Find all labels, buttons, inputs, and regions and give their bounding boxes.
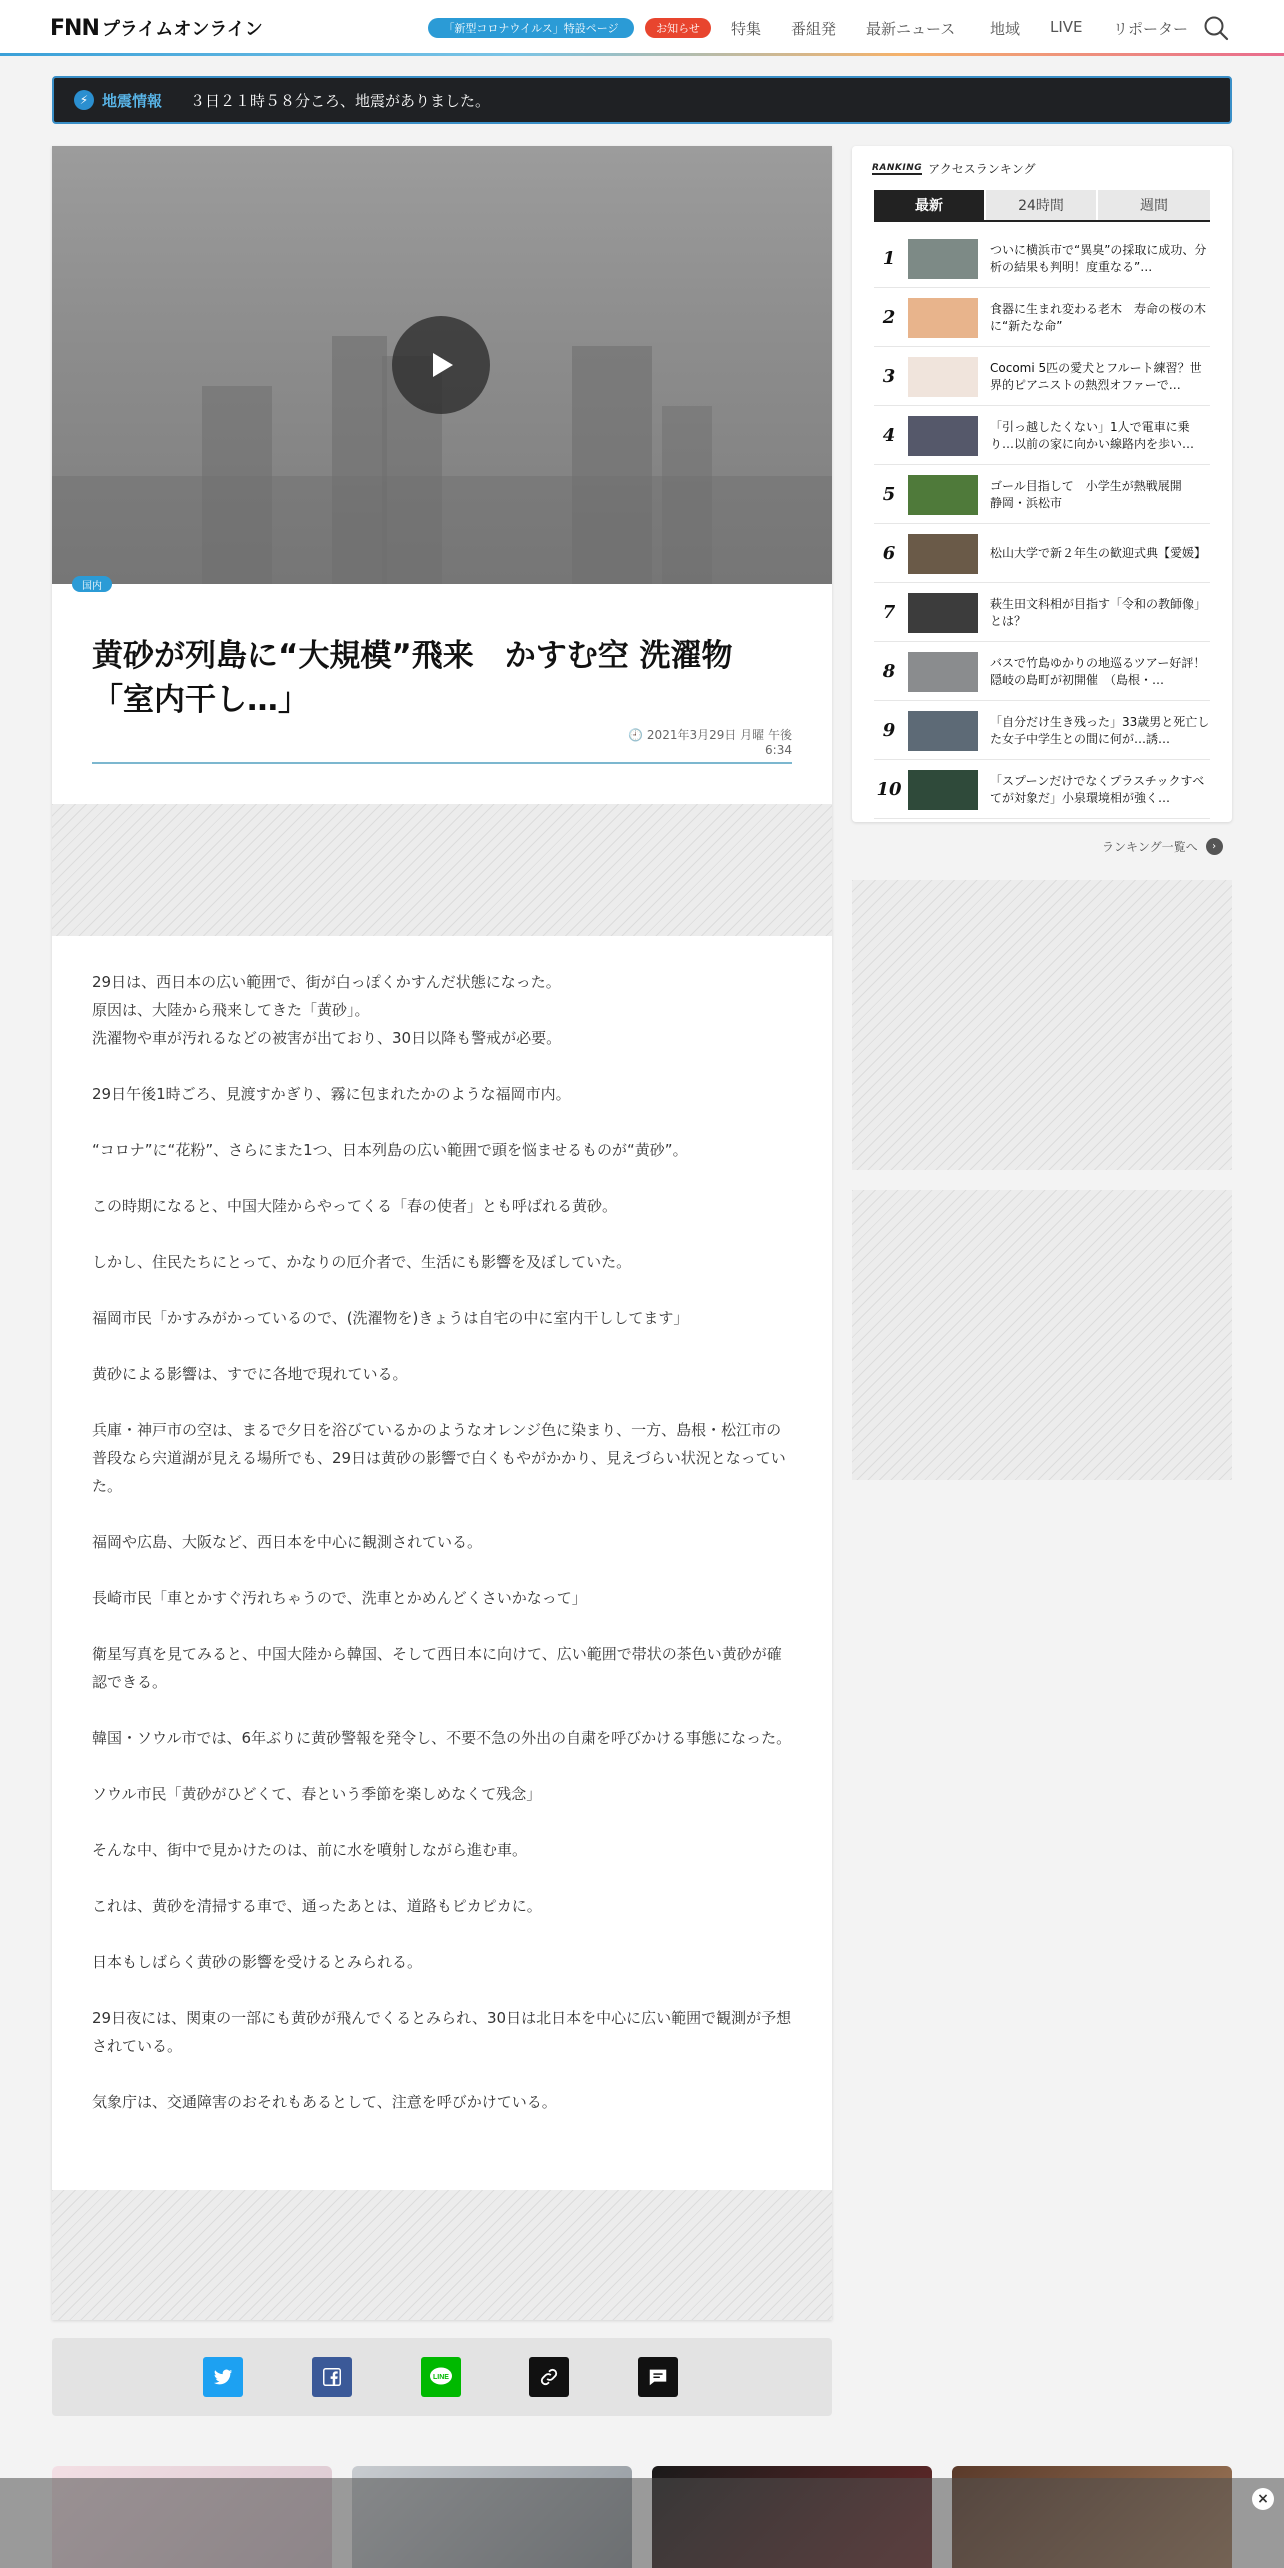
comment-icon xyxy=(647,2366,669,2388)
ranking-item-title: 松山大学で新２年生の歓迎式典【愛媛】 xyxy=(990,546,1207,560)
ranking-item[interactable] xyxy=(874,230,1210,288)
article-title: 黄砂が列島に“大規模”飛来 かすむ空 洗濯物「室内干し…」 xyxy=(92,638,733,718)
ranking-tabs xyxy=(874,190,1210,222)
ranking-item-title: バスで竹島ゆかりの地巡るツアー好評！隠岐の島町が初開催 （島根・… xyxy=(990,655,1206,687)
ranking-item[interactable] xyxy=(874,761,1210,819)
earthquake-alert-bar[interactable] xyxy=(52,76,1232,124)
share-bar xyxy=(52,2338,832,2416)
ranking-item[interactable] xyxy=(874,643,1210,701)
article-paragraph: 29日夜には、関東の一部にも黄砂が飛んでくるとみられ、30日は北日本を中心に広い範囲で観測が予想されている。 xyxy=(92,2009,792,2055)
ranking-number: 2 xyxy=(882,307,896,328)
play-icon xyxy=(426,350,456,380)
ranking-number: 1 xyxy=(882,248,896,269)
site-header xyxy=(0,0,1284,56)
ad-slot-top[interactable] xyxy=(52,804,832,936)
facebook-icon xyxy=(321,2366,343,2388)
ranking-number: 6 xyxy=(882,543,896,564)
ranking-badge: RANKING xyxy=(872,162,923,173)
tab-24h[interactable]: 24時間 xyxy=(986,190,1098,220)
line-icon xyxy=(428,2366,454,2388)
article-paragraph: “コロナ”に“花粉”、さらにまた1つ、日本列島の広い範囲で頭を悩ませるものが“黄砂”。 xyxy=(92,1141,688,1159)
ranking-number: 5 xyxy=(882,484,896,505)
ranking-number: 8 xyxy=(882,661,896,682)
ranking-thumbnail xyxy=(908,593,978,633)
ranking-thumbnail xyxy=(908,298,978,338)
article-paragraph: これは、黄砂を清掃する車で、通ったあとは、道路もピカピカに。 xyxy=(92,1897,542,1915)
ranking-title: アクセスランキング xyxy=(928,162,1036,176)
comment-button[interactable] xyxy=(638,2357,678,2397)
ranking-item-title: 「スプーンだけでなくプラスチックすべてが対象だ」小泉環境相が強く… xyxy=(990,773,1205,805)
ranking-item[interactable] xyxy=(874,348,1210,406)
article-paragraph: 29日午後1時ごろ、見渡すかぎり、霧に包まれたかのような福岡市内。 xyxy=(92,1085,571,1103)
sidebar-ad-2[interactable] xyxy=(852,1190,1232,1480)
ad-slot-bottom[interactable] xyxy=(52,2190,832,2320)
ranking-item-title: ついに横浜市で“異臭”の採取に成功、分析の結果も判明！度重なる”… xyxy=(990,242,1207,274)
ranking-number: 9 xyxy=(882,720,896,741)
link-icon xyxy=(538,2366,560,2388)
line-icon-label: LINE xyxy=(433,2374,449,2381)
nav-features[interactable]: 特集 xyxy=(731,20,762,38)
ranking-thumbnail xyxy=(908,475,978,515)
site-logo[interactable] xyxy=(50,16,263,40)
title-divider xyxy=(92,762,792,764)
article-paragraph: 衛星写真を見てみると、中国大陸から韓国、そして西日本に向けて、広い範囲で帯状の茶色い黄砂が確認できる。 xyxy=(92,1645,782,1691)
header-accent-bar xyxy=(0,53,1284,56)
article-card xyxy=(52,146,832,2320)
article-body xyxy=(92,968,792,2144)
twitter-share-button[interactable] xyxy=(203,2357,243,2397)
chevron-right-icon: › xyxy=(1206,838,1223,855)
earthquake-text: ３日２１時５８分ころ、地震がありました。 xyxy=(190,91,491,110)
article-paragraph: そんな中、街中で見かけたのは、前に水を噴射しながら進む車。 xyxy=(92,1841,528,1859)
video-player[interactable] xyxy=(52,146,832,584)
article-paragraph: 29日は、西日本の広い範囲で、街が白っぽくかすんだ状態になった。 原因は、大陸から飛来してきた「黄砂」。 洗濯物や車が汚れるなどの被害が出ており、30日以降も警戒が必要。 xyxy=(92,973,562,1047)
article-paragraph: ソウル市民「黄砂がひどくて、春という季節を楽しめなくて残念」 xyxy=(92,1785,542,1803)
ranking-more-label: ランキング一覧へ xyxy=(1102,840,1198,854)
ranking-thumbnail xyxy=(908,711,978,751)
article-paragraph: 気象庁は、交通障害のおそれもあるとして、注意を呼びかけている。 xyxy=(92,2093,557,2111)
ranking-header xyxy=(872,160,1035,177)
logo-text: プライムオンライン xyxy=(101,19,263,40)
article-paragraph: 兵庫・神戸市の空は、まるで夕日を浴びているかのようなオレンジ色に染まり、一方、島根・松江市の普段なら宍道湖が見える場所でも、29日は黄砂の影響で白くもやがかかり、見えづらい状況となっていた。 xyxy=(92,1421,786,1495)
ranking-item[interactable] xyxy=(874,525,1210,583)
close-overlay-button[interactable]: × xyxy=(1252,2488,1274,2510)
ranking-item[interactable] xyxy=(874,584,1210,642)
ranking-item[interactable] xyxy=(874,702,1210,760)
nav-reporters[interactable]: リポーター xyxy=(1113,20,1189,38)
ranking-number: 10 xyxy=(876,779,902,800)
ranking-item-title: ゴール目指して 小学生が熱戦展開 静岡・浜松市 xyxy=(990,478,1206,510)
article-paragraph: 黄砂による影響は、すでに各地で現れている。 xyxy=(92,1365,408,1383)
article-paragraph: この時期になると、中国大陸からやってくる「春の使者」とも呼ばれる黄砂。 xyxy=(92,1197,618,1215)
ranking-thumbnail xyxy=(908,357,978,397)
play-button[interactable] xyxy=(392,316,490,414)
bottom-overlay xyxy=(0,2478,1284,2568)
ranking-item[interactable] xyxy=(874,407,1210,465)
category-badge[interactable]: 国内 xyxy=(72,576,112,592)
nav-latest-news[interactable]: 最新ニュース xyxy=(866,20,956,38)
ranking-item[interactable] xyxy=(874,289,1210,347)
nav-regions[interactable]: 地域 xyxy=(990,20,1021,38)
twitter-icon xyxy=(212,2366,234,2388)
ranking-item-title: 「引っ越したくない」1人で電車に乗り…以前の家に向かい線路内を歩い… xyxy=(990,419,1195,451)
ranking-thumbnail xyxy=(908,770,978,810)
nav-programs[interactable]: 番組発 xyxy=(791,20,837,38)
ranking-number: 3 xyxy=(882,366,896,387)
line-share-button[interactable] xyxy=(421,2357,461,2397)
search-icon[interactable] xyxy=(1202,14,1230,42)
ranking-item-title: 萩生田文科相が目指す「令和の教師像」とは？ xyxy=(990,596,1207,628)
sidebar-ad-1[interactable] xyxy=(852,880,1232,1170)
ranking-item-title: Cocomi 5匹の愛犬とフルート練習？世界的ピアニストの熱烈オファーで… xyxy=(990,360,1202,392)
earthquake-label: 地震情報 xyxy=(102,91,163,110)
notice-link[interactable]: お知らせ xyxy=(645,18,711,38)
article-date-text: 2021年3月29日 月曜 午後6:34 xyxy=(646,728,792,757)
article-paragraph: しかし、住民たちにとって、かなりの厄介者で、生活にも影響を及ぼしていた。 xyxy=(92,1253,632,1271)
clock-icon: 🕘 xyxy=(628,728,644,742)
article-paragraph: 日本もしばらく黄砂の影響を受けるとみられる。 xyxy=(92,1953,423,1971)
ranking-panel xyxy=(852,146,1232,822)
corona-special-link[interactable]: 「新型コロナウイルス」特設ページ xyxy=(428,18,634,38)
ranking-number: 4 xyxy=(882,425,896,446)
ranking-item[interactable] xyxy=(874,466,1210,524)
ranking-thumbnail xyxy=(908,416,978,456)
ranking-thumbnail xyxy=(908,534,978,574)
article-date xyxy=(604,726,792,757)
logo-fnn: FNN xyxy=(50,15,99,41)
ranking-number: 7 xyxy=(882,602,896,623)
lightning-icon: ⚡ xyxy=(74,90,94,110)
article-paragraph: 長崎市民「車とかすぐ汚れちゃうので、洗車とかめんどくさいかなって」 xyxy=(92,1589,587,1607)
facebook-share-button[interactable] xyxy=(312,2357,352,2397)
article-paragraph: 韓国・ソウル市では、6年ぶりに黄砂警報を発令し、不要不急の外出の自粛を呼びかける事態になった。 xyxy=(92,1729,792,1747)
nav-live[interactable]: LIVE xyxy=(1050,18,1083,36)
ranking-thumbnail xyxy=(908,652,978,692)
article-paragraph: 福岡や広島、大阪など、西日本を中心に観測されている。 xyxy=(92,1533,483,1551)
ranking-more-link[interactable] xyxy=(1102,838,1223,855)
copy-link-button[interactable] xyxy=(529,2357,569,2397)
ranking-item-title: 「自分だけ生き残った」33歳男と死亡した女子中学生との間に何が…誘… xyxy=(990,714,1210,746)
ranking-item-title: 食器に生まれ変わる老木 寿命の桜の木に“新たな命” xyxy=(990,301,1207,333)
ranking-thumbnail xyxy=(908,239,978,279)
article-paragraph: 福岡市民「かすみがかっているので、(洗濯物を)きょうは自宅の中に室内干ししてます」 xyxy=(92,1309,689,1327)
tab-latest[interactable]: 最新 xyxy=(874,190,986,220)
tab-weekly[interactable]: 週間 xyxy=(1098,190,1210,220)
